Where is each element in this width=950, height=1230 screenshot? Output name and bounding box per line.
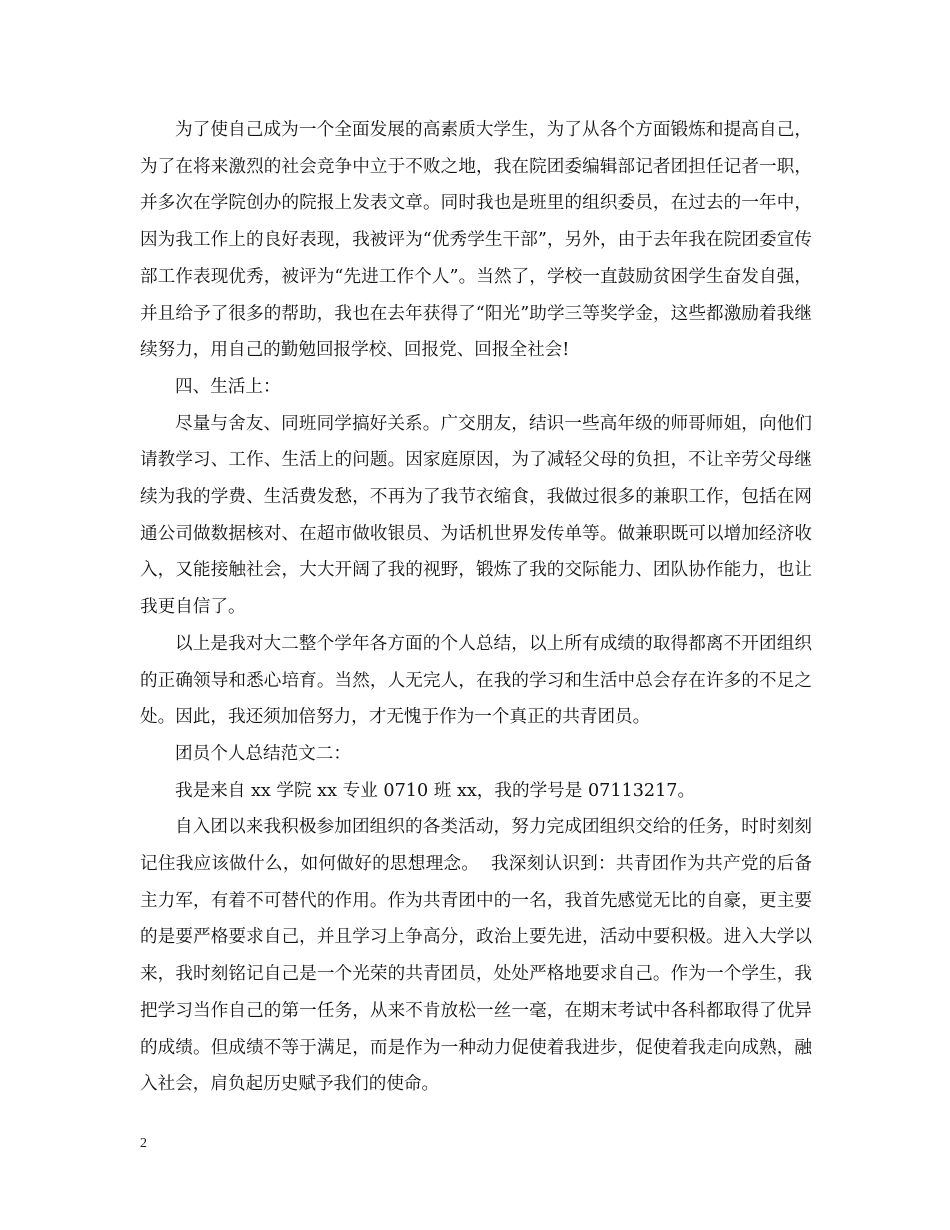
paragraph-conclusion: 以上是我对大二整个学年各方面的个人总结，以上所有成绩的取得都离不开团组织的正确领导和悉心培育。当然，人无完人，在我的学习和生活中总会存在许多的不足之处。因此，我还须加倍努力，才无愧于作为一个真正的共青团员。: [140, 633, 812, 728]
heading-life: 四、生活上：: [175, 376, 281, 397]
page-number: 2: [140, 1136, 147, 1151]
paragraph-life: 尽量与舍友、同班同学搞好关系。广交朋友，结识一些高年级的师哥师姐，向他们请教学习、工作、生活上的问题。因家庭原因，为了减轻父母的负担，不让辛劳父母继续为我的学费、生活费发愁，不再为了我节衣缩食，我做过很多的兼职工作，包括在网通公司做数据核对、在超市做收银员、为话机世界发传单等。做兼职既可以增加经济收入，又能接触社会，大大开阔了我的视野，锻炼了我的交际能力、团队协作能力，也让我更自信了。: [140, 413, 812, 618]
paragraph-introduction: 我是来自 xx 学院 xx 专业 0710 班 xx，我的学号是 07113217。: [175, 780, 696, 801]
paragraph-honors: 为了使自己成为一个全面发展的高素质大学生，为了从各个方面锻炼和提高自己，为了在将来激烈的社会竞争中立于不败之地，我在院团委编辑部记者团担任记者一职，并多次在学院创办的院报上发表文章。同时我也是班里的组织委员，在过去的一年中，因为我工作上的良好表现，我被评为“优秀学生干部”，另外，由于去年我在院团委宣传部工作表现优秀，被评为“先进工作个人”。当然了，学校一直鼓励贫困学生奋发自强，并且给予了很多的帮助，我也在去年获得了“阳光”助学三等奖学金，这些都激励着我继续努力，用自己的勤勉回报学校、回报党、回报全社会!: [140, 120, 812, 361]
heading-sample-two: 团员个人总结范文二：: [175, 743, 351, 764]
document-body: [140, 112, 812, 1103]
paragraph-league-activities: 自入团以来我积极参加团组织的各类活动，努力完成团组织交给的任务，时时刻刻记住我应该做什么，如何做好的思想理念。 我深刻认识到：共青团作为共产党的后备主力军，有着不可替代的作用。作为共青团中的一名，我首先感觉无比的自豪，更主要的是要严格要求自己，并且学习上争高分，政治上要先进，活动中要积极。进入大学以来，我时刻铭记自己是一个光荣的共青团员，处处严格地要求自己。作为一个学生，我把学习当作自己的第一任务，从来不肯放松一丝一毫，在期末考试中各科都取得了优异的成绩。但成绩不等于满足，而是作为一种动力促使着我进步，促使着我走向成熟，融入社会，肩负起历史赋予我们的使命。: [140, 817, 812, 1095]
